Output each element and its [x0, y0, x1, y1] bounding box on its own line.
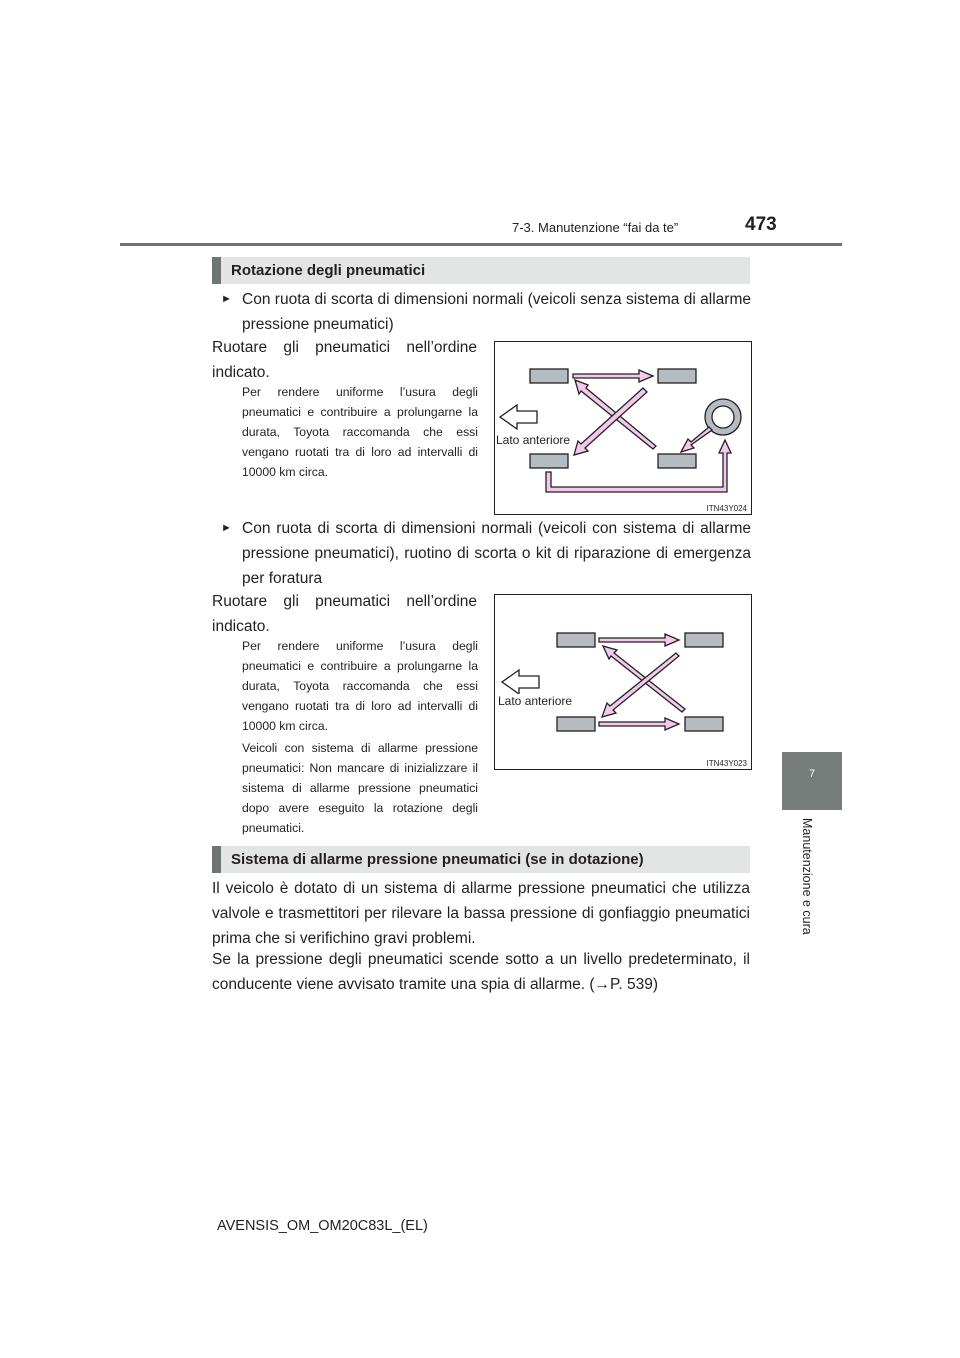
section-heading-tpms: Sistema di allarme pressione pneumatici (se in dotazione) [212, 846, 750, 873]
bullet-item-1 [221, 287, 751, 337]
section-breadcrumb: 7-3. Manutenzione “fai da te” [512, 220, 679, 235]
body-paragraph: Se la pressione degli pneumatici scende sotto a un livello predeterminato, il conducente viene avvisato tramite una spia di allarme. (→P. 539) [212, 951, 750, 993]
chapter-number: 7 [808, 768, 816, 780]
chapter-tab[interactable] [782, 752, 842, 810]
bullet-arrow-icon: ► [221, 522, 232, 534]
diagram-code: ITN43Y024 [706, 504, 747, 513]
tire-rotation-diagram-1 [494, 341, 752, 515]
arrow-front-left-to-front-right [599, 634, 679, 646]
front-right-tire [685, 633, 723, 647]
arrow-rear-left-to-rear-right [599, 718, 679, 730]
diagram-code: ITN43Y023 [706, 759, 747, 768]
rotation-diagram-svg [495, 342, 751, 514]
note-text: Per rendere uniforme l’usura degli pneumatici e contribuire a prolungarne la durata, Toyota raccomanda che essi vengano ruotati tra di loro ad intervalli di 10000 km circa. [242, 639, 478, 733]
arrow-front-left-to-front-right [573, 370, 653, 382]
instruction-text: Ruotare gli pneumatici nell’ordine indicato. [212, 339, 477, 381]
bullet-arrow-icon: ► [221, 293, 232, 305]
bullet-text: Con ruota di scorta di dimensioni normali (veicoli senza sistema di allarme pressione pneumatici) [242, 291, 751, 333]
rear-left-tire [530, 454, 568, 468]
chapter-label: Manutenzione e cura [800, 818, 814, 935]
document-footer-code: AVENSIS_OM_OM20C83L_(EL) [217, 1218, 428, 1234]
arrow-rear-left-to-spare [546, 440, 731, 492]
front-direction-arrow [502, 670, 539, 694]
header-divider [120, 243, 842, 246]
section-heading-rotazione: Rotazione degli pneumatici [212, 257, 750, 284]
front-side-label: Lato anteriore [496, 433, 571, 447]
front-left-tire [530, 369, 568, 383]
arrow-front-right-to-rear-left [602, 653, 679, 717]
note-text: Veicoli con sistema di allarme pressione pneumatici: Non mancare di inizializzare il sistema di allarme pressione pneumatici dopo avere eseguito la rotazione degli pneumatici. [242, 741, 478, 835]
rear-left-tire [557, 717, 595, 731]
front-right-tire [658, 369, 696, 383]
tire-rotation-diagram-2 [494, 594, 752, 770]
instruction-text: Ruotare gli pneumatici nell’ordine indicato. [212, 593, 477, 635]
arrow-front-right-to-rear-left [574, 388, 647, 455]
arrow-spare-to-rear-right [681, 427, 712, 452]
front-direction-arrow [500, 405, 537, 429]
body-paragraph: Il veicolo è dotato di un sistema di allarme pressione pneumatici che utilizza valvole e trasmettitori per rilevare la bassa pressione di gonfiaggio pneumatici prima che si verifichino gravi problemi. [212, 880, 750, 947]
rotation-diagram-svg [495, 595, 751, 769]
front-side-label: Lato anteriore [498, 694, 573, 708]
note-text: Per rendere uniforme l’usura degli pneumatici e contribuire a prolungarne la durata, Toyota raccomanda che essi vengano ruotati tra di loro ad intervalli di 10000 km circa. [242, 385, 478, 479]
bullet-text: Con ruota di scorta di dimensioni normali (veicoli con sistema di allarme pressione pneumatici), ruotino di scorta o kit di riparazione di emergenza per foratura [242, 520, 751, 587]
bullet-item-2 [221, 516, 751, 591]
rear-right-tire [685, 717, 723, 731]
rear-right-tire [658, 454, 696, 468]
front-left-tire [557, 633, 595, 647]
page-number: 473 [745, 214, 777, 235]
